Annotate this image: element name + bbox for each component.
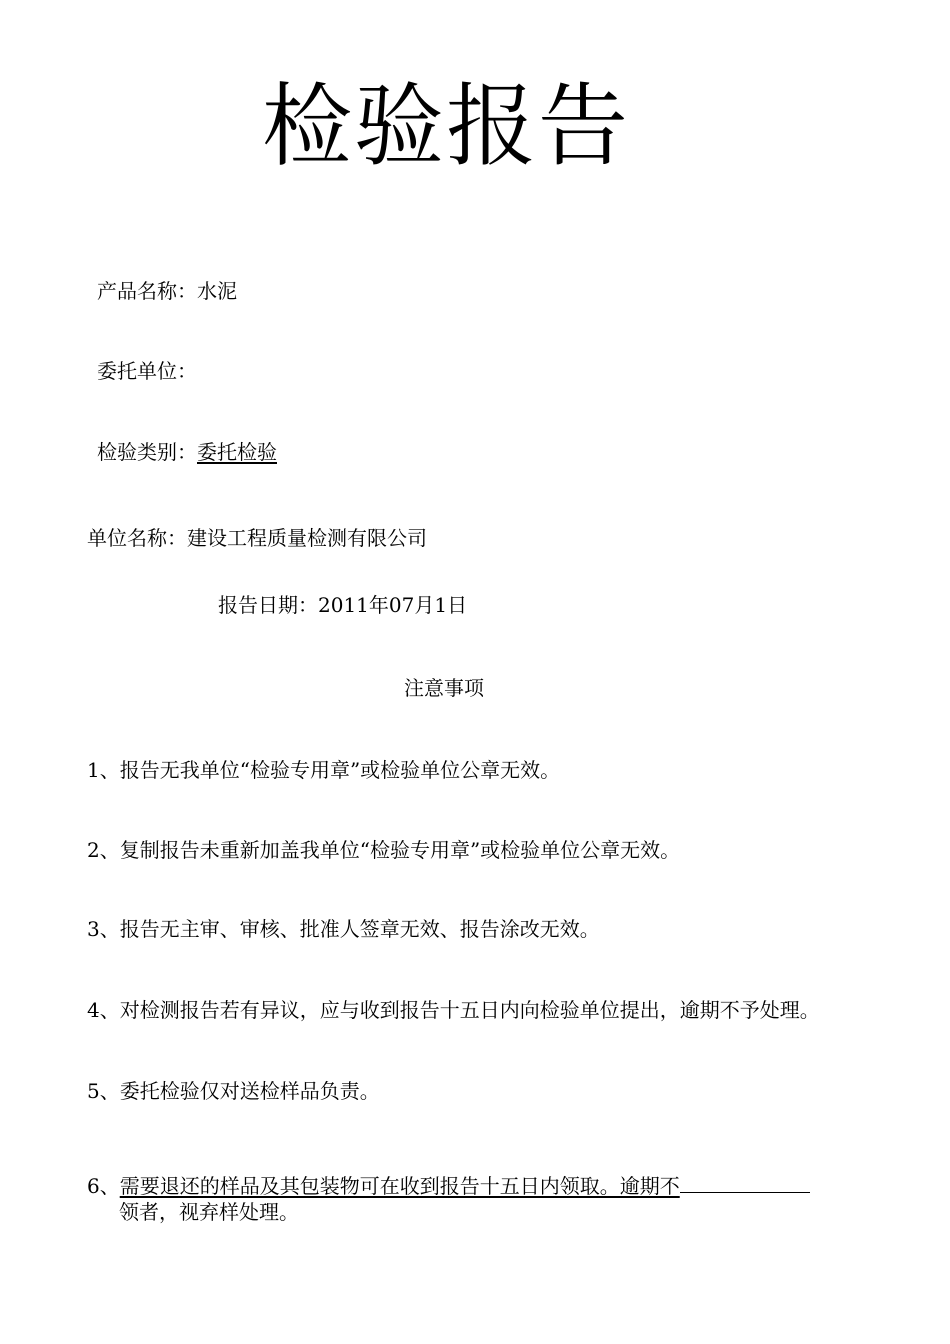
note-6-line2: 领者，视弃样处理。 (119, 1200, 299, 1224)
notes-heading: 注意事项 (404, 676, 484, 700)
product-name-label: 产品名称： (97, 279, 197, 303)
inspection-type-label: 检验类别： (97, 440, 197, 464)
unit-name-label: 单位名称： (87, 526, 187, 550)
note-item: 4、对检测报告若有异议，应与收到报告十五日内向检验单位提出，逾期不予处理。 (87, 998, 820, 1022)
note-6-line1: 需要退还的样品及其包装物可在收到报告十五日内领取。逾期不 (119, 1174, 680, 1198)
note-item: 5、委托检验仅对送检样品负责。 (87, 1079, 380, 1103)
note-item-6 (87, 1172, 857, 1225)
unit-name-value: 建设工程质量检测有限公司 (187, 526, 427, 550)
note-6-number: 6、 (87, 1174, 120, 1198)
report-date-row (218, 592, 467, 618)
note-item: 1、报告无我单位“检验专用章”或检验单位公章无效。 (87, 758, 561, 782)
product-name-row (97, 278, 237, 304)
page-title: 检验报告 (262, 74, 630, 179)
unit-name-row (87, 525, 427, 551)
report-date-label: 报告日期： (218, 593, 318, 617)
note-6-blank-line (680, 1172, 810, 1193)
report-date-value: 2011年07月1日 (318, 593, 468, 617)
note-item: 2、复制报告未重新加盖我单位“检验专用章”或检验单位公章无效。 (87, 838, 681, 862)
inspection-type-row (97, 439, 277, 465)
client-label: 委托单位： (97, 359, 197, 383)
product-name-value: 水泥 (197, 279, 237, 303)
inspection-type-value: 委托检验 (197, 440, 277, 464)
note-item: 3、报告无主审、审核、批准人签章无效、报告涂改无效。 (87, 917, 600, 941)
client-row (97, 358, 197, 384)
